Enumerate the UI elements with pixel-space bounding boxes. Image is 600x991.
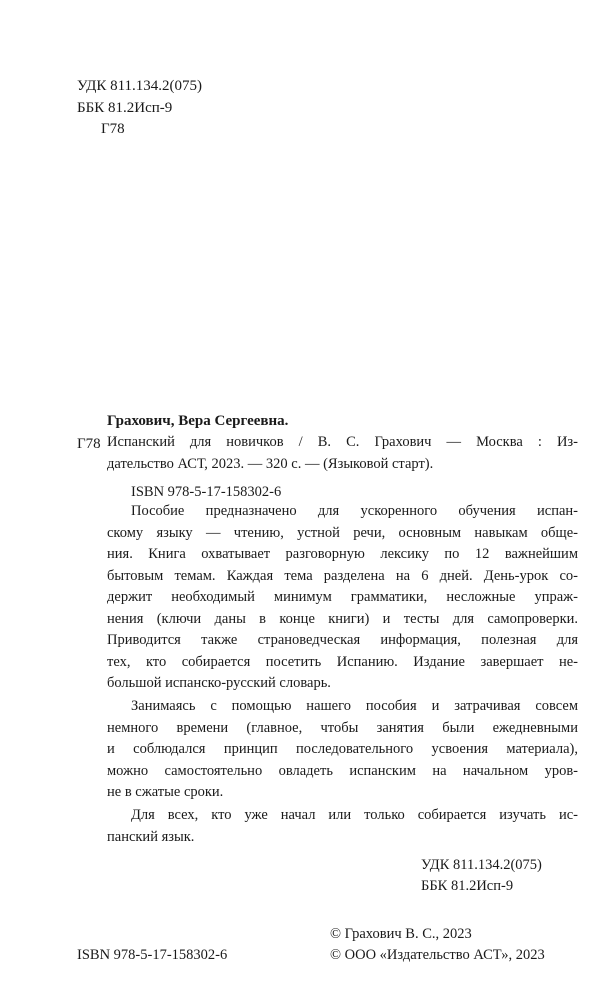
abstract-paragraph-1	[107, 501, 578, 695]
title-block	[107, 432, 578, 475]
abstract-paragraph-2	[107, 696, 578, 804]
abstract-line: Занимаясь с помощью нашего пособия и затрачивая совсем	[131, 698, 578, 714]
copyright-publisher: © ООО «Издательство АСТ», 2023	[330, 947, 545, 963]
abstract-line: держит необходимый минимум грамматики, несложные упраж-	[107, 589, 578, 605]
title-line: Испанский для новичков / В. С. Грахович — Москва : Из-	[107, 434, 578, 450]
isbn-footer: ISBN 978-5-17-158302-6	[77, 947, 228, 963]
abstract-line: ния. Книга охватывает разговорную лексику по 12 важнейшим	[107, 546, 578, 562]
bbk-code-bottom: ББК 81.2Исп-9	[421, 878, 514, 894]
abstract-line: и соблюдался принцип последовательного усвоения материала),	[107, 741, 578, 757]
abstract-line: не в сжатые сроки.	[107, 784, 224, 800]
abstract-line: большой испанско-русский словарь.	[107, 675, 331, 691]
abstract-paragraph-3	[107, 805, 578, 848]
udk-code-bottom: УДК 811.134.2(075)	[421, 857, 542, 873]
isbn-entry: ISBN 978-5-17-158302-6	[131, 484, 282, 500]
abstract-line: бытовым темам. Каждая тема разделена на 6 дней. День-урок со-	[107, 567, 578, 584]
abstract-line: Приводится также страноведческая информация, полезная для	[107, 632, 578, 648]
copyright-author: © Грахович В. С., 2023	[330, 926, 472, 942]
author-mark-entry: Г78	[77, 436, 101, 452]
bbk-code-top: ББК 81.2Исп-9	[77, 100, 173, 116]
abstract-line: Для всех, кто уже начал или только собирается изучать ис-	[131, 807, 578, 823]
title-line: дательство АСТ, 2023. — 320 с. — (Языковой старт).	[107, 455, 434, 472]
abstract-line: можно самостоятельно овладеть испанским на начальном уров-	[107, 762, 578, 779]
abstract-line: Пособие предназначено для ускоренного обучения испан-	[131, 503, 578, 519]
abstract-line: скому языку — чтению, устной речи, основным навыкам обще-	[107, 524, 578, 541]
author-mark-top: Г78	[101, 121, 125, 137]
abstract-line: нения (ключи даны в конце книги) и тесты для самопроверки.	[107, 610, 578, 627]
udk-code-top: УДК 811.134.2(075)	[77, 78, 203, 94]
abstract-line: тех, кто собирается посетить Испанию. Издание завершает не-	[107, 653, 578, 670]
abstract-line: панский язык.	[107, 828, 195, 845]
author-heading: Грахович, Вера Сергеевна.	[107, 413, 289, 429]
abstract-line: немного времени (главное, чтобы занятия были ежедневными	[107, 719, 578, 736]
